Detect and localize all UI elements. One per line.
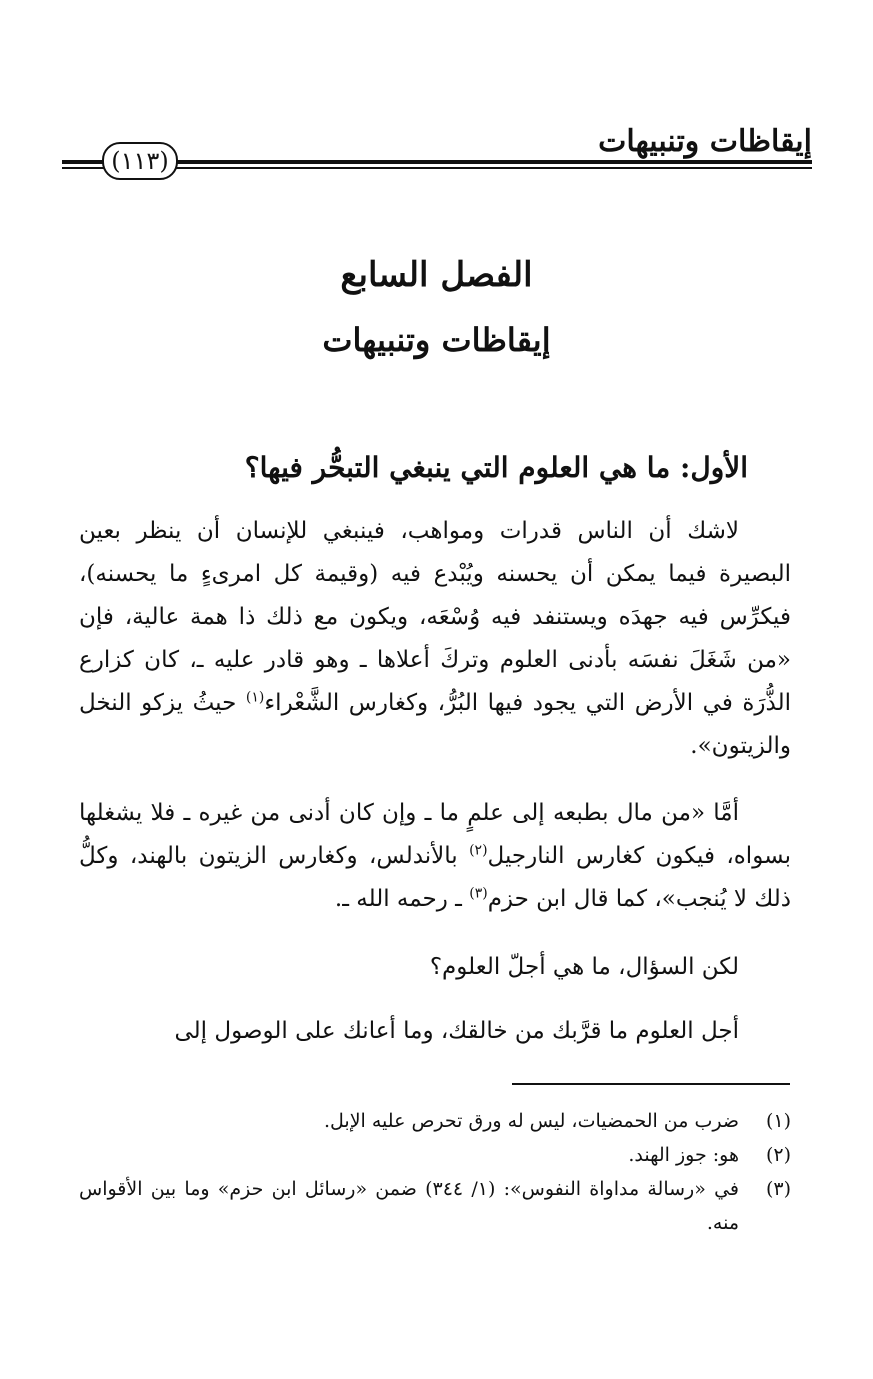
section-title: الأول: ما هي العلوم التي ينبغي التبحُّر فيها؟: [244, 451, 748, 484]
footnote-number: (٣): [765, 1178, 791, 1200]
paragraph-4-text: أجل العلوم ما قرَّبك من خالقك، وما أعانك على الوصول إلى: [174, 1018, 739, 1044]
running-title: إيقاظات وتنبيهات: [598, 124, 812, 159]
footnote-ref-3: (٣): [469, 885, 488, 902]
footnote-text: في «رسالة مداواة النفوس»: (١/ ٣٤٤) ضمن «رسائل ابن حزم» وما بين الأقواس منه.: [79, 1178, 739, 1234]
footnote-separator: [512, 1083, 790, 1085]
paragraph-2: [79, 792, 791, 921]
footnote-3: [79, 1172, 791, 1240]
paragraph-2-text-a: أمَّا «من مال بطبعه إلى علمٍ ما ـ وإن كان أدنى من غيره ـ فلا يشغلها بسواه، فيكون كغارس النارجيل: [79, 800, 791, 869]
footnote-text: ضرب من الحمضيات، ليس له ورق تحرص عليه الإبل.: [324, 1110, 739, 1132]
footnote-number: (٢): [765, 1144, 791, 1166]
paragraph-1-text-a: لاشك أن الناس قدرات ومواهب، فينبغي للإنسان أن ينظر بعين البصيرة فيما يمكن أن يحسنه ويُبْدع فيه (وقيمة كل امرىءٍ ما يحسنه)، فيكرِّس فيه جهدَه ويستنفد فيه وُسْعَه، ويكون مع ذلك ذا همة عالية، فإن «من شَغَلَ نفسَه بأدنى العلوم وتركَ أعلاها ـ وهو قادر عليه ـ، كان كزارع الذُّرَة في الأرض التي يجود فيها البُرُّ، وكغارس الشَّعْراء: [79, 518, 791, 716]
footnotes: [79, 1104, 791, 1240]
paragraph-1-text-b: حيثُ يزكو النخل والزيتون».: [79, 690, 791, 759]
paragraph-4: [79, 1010, 791, 1053]
chapter-heading: الفصل السابع: [340, 255, 533, 295]
paragraph-2-text-c: ـ رحمه الله ـ.: [334, 886, 470, 912]
paragraph-3-text: لكن السؤال، ما هي أجلّ العلوم؟: [429, 954, 739, 980]
chapter-subheading: إيقاظات وتنبيهات: [322, 321, 551, 359]
page-number-badge: (١١٣): [102, 142, 178, 180]
footnote-ref-1: (١): [245, 689, 265, 706]
page-header: [62, 122, 812, 182]
paragraph-3: [79, 946, 791, 989]
footnote-text: هو: جوز الهند.: [628, 1144, 739, 1166]
footnote-1: [79, 1104, 791, 1138]
paragraph-2-text-b: بالأندلس، وكغارس الزيتون بالهند، وكلُّ ذلك لا يُنجب»، كما قال ابن حزم: [79, 843, 791, 912]
footnote-ref-2: (٢): [469, 842, 488, 859]
footnote-2: [79, 1138, 791, 1172]
paragraph-1: [79, 510, 791, 768]
footnote-number: (١): [765, 1110, 791, 1132]
